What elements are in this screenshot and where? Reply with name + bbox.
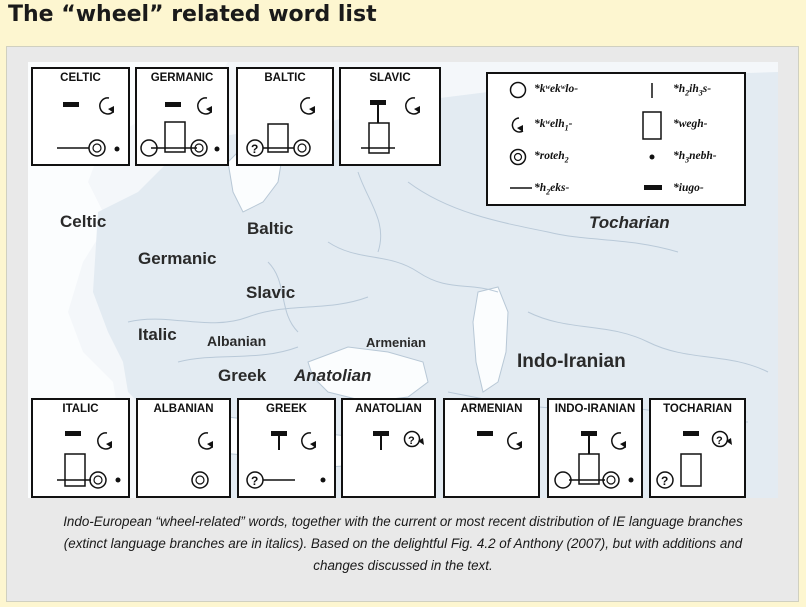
legend-term-roteh: *roteh$_2$ [534, 150, 569, 165]
wagon-icon [681, 454, 701, 486]
svg-text:?: ? [408, 435, 415, 447]
branch-symbols [341, 69, 443, 168]
legend-term-h2ih3s: $*h_2ih_3s-$ [673, 83, 712, 98]
region-label-armenian: Armenian [366, 335, 426, 350]
branch-symbols [33, 400, 132, 500]
wheel-icon [294, 140, 310, 156]
wheel-hub-icon [511, 150, 526, 165]
wheel-icon [603, 472, 619, 488]
hub-icon [629, 478, 634, 483]
region-label-italic: Italic [138, 325, 177, 344]
thill-yoke-icon [271, 431, 287, 450]
branch-box-baltic [236, 67, 334, 166]
branch-symbols [33, 69, 132, 168]
branch-label: ITALIC [62, 403, 99, 415]
hub-icon [115, 147, 120, 152]
svg-text:?: ? [716, 435, 723, 447]
turning-wheel-icon [98, 433, 112, 449]
page-title: The “wheel” related word list [8, 2, 377, 27]
question-mark-icon: ? [251, 474, 259, 488]
branch-symbols [138, 400, 233, 500]
turning-wheel-icon [406, 98, 420, 114]
branch-box-indo-iranian [547, 398, 643, 498]
wagon-icon [643, 112, 661, 139]
turning-wheel-icon [301, 98, 315, 114]
wheel-icon [90, 472, 106, 488]
turning-wheel-icon [512, 118, 523, 132]
hub-icon [321, 478, 326, 483]
branch-label: SLAVIC [369, 72, 411, 84]
branch-symbols [239, 400, 338, 500]
wheel-icon [511, 83, 526, 98]
branch-box-slavic [339, 67, 441, 166]
branch-symbols [137, 69, 231, 168]
branch-box-albanian [136, 398, 231, 498]
yoke-icon [683, 431, 699, 436]
caption-line: (extinct language branches are in italics). Based on the delightful Fig. 4.2 of Anthony (2007), but with additions and [63, 536, 743, 551]
region-label-baltic: Baltic [247, 219, 294, 238]
branch-label: TOCHARIAN [663, 403, 732, 415]
legend-term-h2eks: $*h_2eks-$ [534, 182, 570, 197]
caption-line: Indo-European “wheel-related” words, together with the current or most recent distribution of IE language branches [63, 514, 743, 529]
region-label-slavic: Slavic [246, 283, 296, 302]
branch-label: INDO-IRANIAN [554, 403, 636, 415]
region-label-germanic: Germanic [138, 249, 217, 268]
region-label-albanian: Albanian [207, 333, 267, 349]
question-mark-icon: ? [251, 142, 259, 156]
caption-line: changes discussed in the text. [313, 558, 493, 573]
branch-symbols [445, 400, 542, 500]
branch-box-germanic [135, 67, 229, 166]
branch-symbols [238, 69, 336, 168]
turning-wheel-icon [199, 433, 213, 449]
branch-symbols [343, 400, 438, 500]
branch-label: ALBANIAN [153, 403, 214, 415]
question-mark-icon: ? [661, 474, 669, 488]
wheel-icon [89, 140, 105, 156]
hub-icon [650, 155, 655, 160]
hub-icon [116, 478, 121, 483]
turning-wheel-icon [508, 433, 522, 449]
branch-label: BALTIC [264, 72, 306, 84]
thill-yoke-icon [373, 431, 389, 450]
branch-symbols [651, 400, 748, 500]
turning-wheel-icon [612, 433, 626, 449]
wagon-icon [65, 454, 85, 486]
region-label-celtic: Celtic [60, 212, 107, 231]
branch-box-tocharian [649, 398, 746, 498]
yoke-icon [63, 102, 79, 107]
branch-label: GERMANIC [150, 72, 214, 84]
region-label-greek: Greek [218, 366, 267, 385]
turning-wheel-icon [100, 98, 114, 114]
branch-label: ARMENIAN [460, 403, 523, 415]
branch-box-anatolian [341, 398, 436, 498]
turning-wheel-icon [302, 433, 316, 449]
hub-icon [215, 147, 220, 152]
thill-yoke-icon [370, 100, 386, 123]
legend-box [486, 72, 746, 206]
yoke-icon [165, 102, 181, 107]
legend-term-kwelh: *kʷelh$_1$- [534, 118, 573, 133]
branch-box-italic [31, 398, 130, 498]
branch-label: GREEK [266, 403, 307, 415]
legend-term-iugo: *iugo- [673, 182, 704, 194]
branch-box-greek [237, 398, 336, 498]
branch-label: ANATOLIAN [355, 403, 422, 415]
yoke-icon [65, 431, 81, 436]
yoke-icon [477, 431, 493, 436]
region-label-indo-iranian: Indo-Iranian [517, 351, 626, 372]
branch-box-armenian [443, 398, 540, 498]
region-label-tocharian: Tocharian [589, 213, 670, 232]
branch-box-celtic [31, 67, 130, 166]
region-label-anatolian: Anatolian [294, 366, 372, 385]
thill-yoke-icon [581, 431, 597, 454]
wheel-icon [555, 472, 571, 488]
yoke-icon [644, 185, 662, 190]
turning-wheel-icon [198, 98, 212, 114]
branch-label: CELTIC [60, 72, 101, 84]
legend-term-h3nebh: $*h_3nebh-$ [673, 150, 717, 165]
wheel-hub-icon [192, 472, 208, 488]
uncertain-turning-wheel-icon [405, 432, 425, 448]
legend-term-wegh: *wegh- [673, 118, 708, 130]
uncertain-turning-wheel-icon [713, 432, 733, 448]
legend-term-kwekwlo: *kʷekʷlo- [534, 83, 579, 95]
branch-symbols [549, 400, 645, 500]
figure-caption [18, 511, 788, 577]
